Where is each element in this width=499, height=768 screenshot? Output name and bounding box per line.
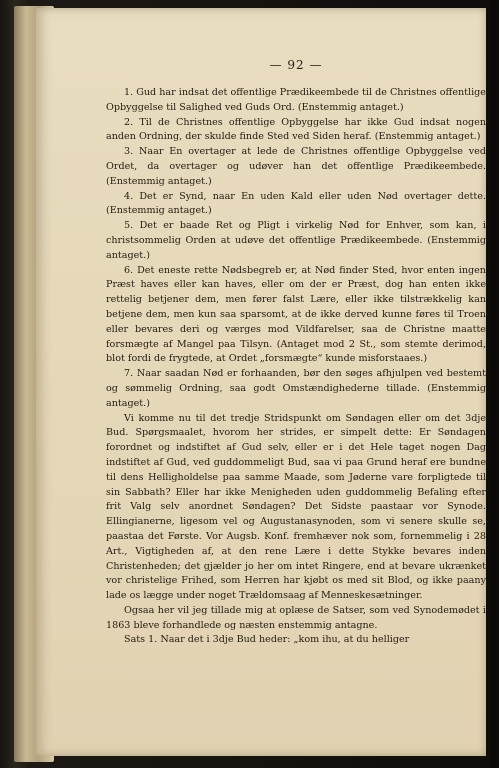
- page-number: — 92 —: [269, 58, 323, 72]
- paragraph-theses-intro: Ogsaa her vil jeg tillade mig at oplæse de Satser, som ved Synodemødet i 1863 bleve forhandlede og næsten enstemmig antagne.: [106, 604, 486, 631]
- paragraph-sats-1: Sats 1. Naar det i 3dje Bud heder: „kom ihu, at du helliger: [124, 634, 410, 646]
- scan-background-right: [491, 0, 499, 768]
- paragraph-3: 3. Naar En overtager at lede de Christnes offentlige Opbyggelse ved Ordet, da overtager og udøver han det offentlige Prædikeembede. (Enstemmig antaget.): [106, 146, 486, 187]
- page-content: [106, 58, 486, 748]
- paragraph-1: 1. Gud har indsat det offentlige Prædikeembede til de Christnes offentlige Opbyggelse til Salighed ved Guds Ord. (Enstemmig antaget.): [106, 87, 486, 113]
- paragraph-6: 6. Det eneste rette Nødsbegreb er, at Nød finder Sted, hvor enten ingen Præst haves eller kan haves, eller om der er Præst, dog han enten ikke rettelig betjener dem, men fører falst Lære, eller ikke tilstrækkelig kan betjene dem, men kun saa sparsomt, at de ikke derved kunne føres til Troen eller bevares deri og værges mod Vildfarelser, saa de Christne maatte forsmægte af Mangel paa Tilsyn. (Antaget mod 2 St., som stemte derimod, blot fordi de frygtede, at Ordet „forsmægte“ kunde misforstaaes.): [106, 264, 486, 365]
- paragraph-7: 7. Naar saadan Nød er forhaanden, bør den søges afhjulpen ved bestemt og sømmelig Ordning, saa godt Omstændighederne tillade. (Enstemmig antaget.): [106, 368, 486, 409]
- paragraph-sunday-question: Vi komme nu til det tredje Stridspunkt om Søndagen eller om det 3dje Bud. Spørgsmaalet, hvorom her strides, er simpelt dette: Er Søndagen forordnet og indstiftet af Gud selv, eller er i det Hele taget nogen Dag indstiftet af Gud, ved guddommeligt Bud, saa vi paa Grund heraf ere bundne til dens Helligholdelse paa samme Maade, som Jøderne vare forpligtede til sin Sabbath? Eller har ikke Menigheden uden guddommelig Befaling efter frit Valg selv anordnet Søndagen? Det Sidste paastaar vor Synode. Ellingianerne, ligesom vel og Augustanasynoden, som vi senere skulle se, paastaa det Første. Vor Augsb. Konf. fremhæver nok som, fornemmelig i 28 Art., Vigtigheden af, at den rene Lære i dette Stykke bevares inden Christenheden; det gjælder jo her om intet Ringere, end at bevare ukrænket vor christelige Frihed, som Herren har kjøbt os med sit Blod, og ikke paany lade os lægge under noget Trældomsaag af Menneskesætninger.: [106, 412, 486, 602]
- page-body: [106, 86, 486, 648]
- paragraph-2: 2. Til de Christnes offentlige Opbyggelse har ikke Gud indsat nogen anden Ordning, der skulde finde Sted ved Siden heraf. (Enstemmig antaget.): [106, 116, 486, 143]
- book-page: [36, 8, 486, 756]
- paragraph-4: 4. Det er Synd, naar En uden Kald eller uden Nød overtager dette. (Enstemmig antaget.): [106, 190, 486, 217]
- paragraph-5: 5. Det er baade Ret og Pligt i virkelig Nød for Enhver, som kan, i christsommelig Orden at udøve det offentlige Prædikeembede. (Enstemmig antaget.): [106, 220, 486, 261]
